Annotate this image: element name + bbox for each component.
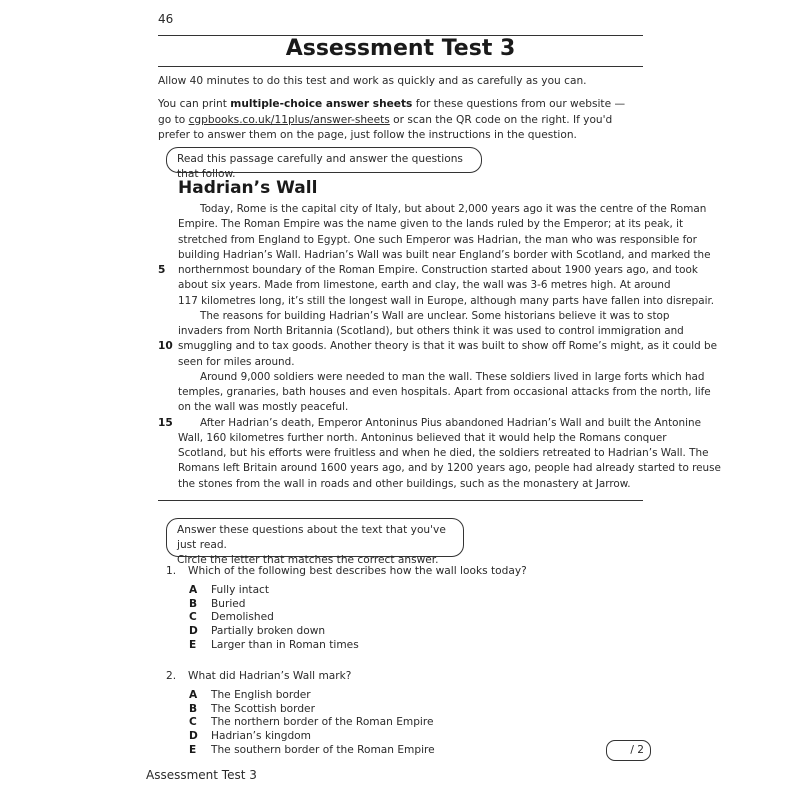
question (166, 670, 352, 682)
answer-option[interactable] (189, 639, 359, 651)
passage-line: 117 kilometres long, it’s still the longest wall in Europe, although many parts have fallen into disrepair. (178, 294, 715, 307)
option-letter: B (189, 597, 198, 610)
question-text: What did Hadrian’s Wall mark? (188, 670, 352, 682)
line-number: 10 (158, 340, 173, 353)
option-letter: D (189, 625, 198, 638)
divider (158, 66, 643, 67)
score-box: / 2 (606, 740, 651, 761)
line-number: 15 (158, 416, 173, 429)
passage-line: stretched from England to Egypt. One such Emperor was Hadrian, the man who was responsible for (178, 233, 697, 246)
option-letter: E (189, 638, 197, 651)
passage-line: Romans left Britain around 1600 years ago, and by 1200 years ago, people had already started to reuse (178, 462, 721, 475)
option-text: Hadrian’s kingdom (211, 730, 311, 743)
passage-line: Scotland, but his efforts were fruitless and when he died, the soldiers retreated to Hadrian’s Wall. The (178, 447, 709, 459)
answer-option[interactable] (189, 716, 434, 728)
answer-option[interactable] (189, 730, 311, 742)
option-text: Fully intact (211, 584, 270, 596)
passage-line: on the wall was mostly peaceful. (178, 401, 349, 414)
passage-line: After Hadrian’s death, Emperor Antoninus Pius abandoned Hadrian’s Wall and built the Antonine 15 (178, 416, 643, 431)
option-text: The northern border of the Roman Empire (211, 716, 434, 729)
passage-line: Empire. The Roman Empire was the name given to the lands ruled by the Emperor; at its peak, it (178, 218, 684, 231)
instruction-line: Answer these questions about the text that you've just read. (177, 524, 446, 551)
question-text: Which of the following best describes how the wall looks today? (188, 565, 527, 577)
text: or scan the QR code on the right. If you'd (389, 113, 613, 126)
text: for these questions from our website — (412, 98, 626, 110)
option-letter: B (189, 702, 198, 715)
passage-line: building Hadrian’s Wall. Hadrian’s Wall was built near England’s border with Scotland, and marked the (178, 248, 711, 261)
option-letter: C (189, 716, 197, 729)
passage-line: Around 9,000 soldiers were needed to man the wall. These soldiers lived in large forts which had (200, 370, 705, 383)
passage-line: seen for miles around. (178, 355, 295, 368)
answer-option[interactable] (189, 703, 315, 715)
passage-line: temples, granaries, bath houses and even hospitals. Apart from occasional attacks from the north, life (178, 386, 711, 398)
answer-option[interactable] (189, 689, 311, 701)
option-text: Buried (211, 597, 246, 610)
divider (158, 500, 643, 501)
option-letter: C (189, 611, 197, 624)
passage-heading: Hadrian’s Wall (178, 178, 318, 198)
page-number: 46 (158, 12, 174, 26)
answer-option[interactable] (189, 625, 325, 637)
passage-instruction-box (166, 147, 482, 180)
option-text: The southern border of the Roman Empire (211, 743, 435, 756)
passage-text (158, 202, 721, 492)
text: go to (158, 113, 189, 126)
question (166, 565, 527, 577)
question-number: 2. (166, 670, 177, 682)
text: You can print (158, 98, 231, 110)
option-letter: A (189, 584, 198, 596)
option-text: Demolished (211, 611, 274, 624)
passage-line: invaders from North Britannia (Scotland), but others think it was used to control immigration and (178, 325, 684, 337)
answer-sheets-link[interactable]: cgpbooks.co.uk/11plus/answer-sheets (188, 113, 390, 126)
option-letter: E (189, 743, 197, 756)
questions-instruction-box (166, 518, 464, 566)
option-text: The English border (211, 689, 311, 701)
passage-instruction: Read this passage carefully and answer the questions that follow. (177, 153, 463, 180)
answer-option[interactable] (189, 584, 269, 596)
answer-option[interactable] (189, 611, 274, 623)
print-instructions (158, 97, 648, 144)
line-number: 5 (158, 264, 166, 276)
instruction-line: Circle the letter that matches the correct answer. (177, 554, 439, 566)
passage-line: Today, Rome is the capital city of Italy, but about 2,000 years ago it was the centre of the Roman (200, 203, 707, 215)
answer-sheets-bold: multiple-choice answer sheets (230, 98, 413, 110)
answer-option[interactable] (189, 744, 435, 756)
option-text: The Scottish border (211, 702, 315, 715)
option-text: Partially broken down (211, 625, 326, 638)
time-note: Allow 40 minutes to do this test and work as quickly and as carefully as you can. (158, 75, 587, 87)
option-letter: D (189, 730, 198, 743)
footer: Assessment Test 3 (146, 768, 257, 782)
passage-line: smuggling and to tax goods. Another theory is that it was built to show off Rome’s might, as it could be 10 (178, 339, 643, 354)
passage-line: northernmost boundary of the Roman Empire. Construction started about 1900 years ago, and took 5 (178, 263, 643, 278)
text: prefer to answer them on the page, just follow the instructions in the question. (158, 129, 577, 141)
page-title: Assessment Test 3 (285, 36, 516, 61)
option-letter: A (189, 689, 198, 701)
question-number: 1. (166, 565, 177, 577)
passage-line: Wall, 160 kilometres further north. Antoninus believed that it would help the Romans conquer (178, 431, 667, 444)
passage-line: The reasons for building Hadrian’s Wall are unclear. Some historians believe it was to stop (200, 309, 670, 322)
passage-line: about six years. Made from limestone, earth and clay, the wall was 3-6 metres high. At around (178, 279, 671, 292)
option-text: Larger than in Roman times (211, 638, 359, 651)
passage-line: the stones from the wall in roads and other buildings, such as the monastery at Jarrow. (178, 477, 631, 490)
answer-option[interactable] (189, 598, 246, 610)
